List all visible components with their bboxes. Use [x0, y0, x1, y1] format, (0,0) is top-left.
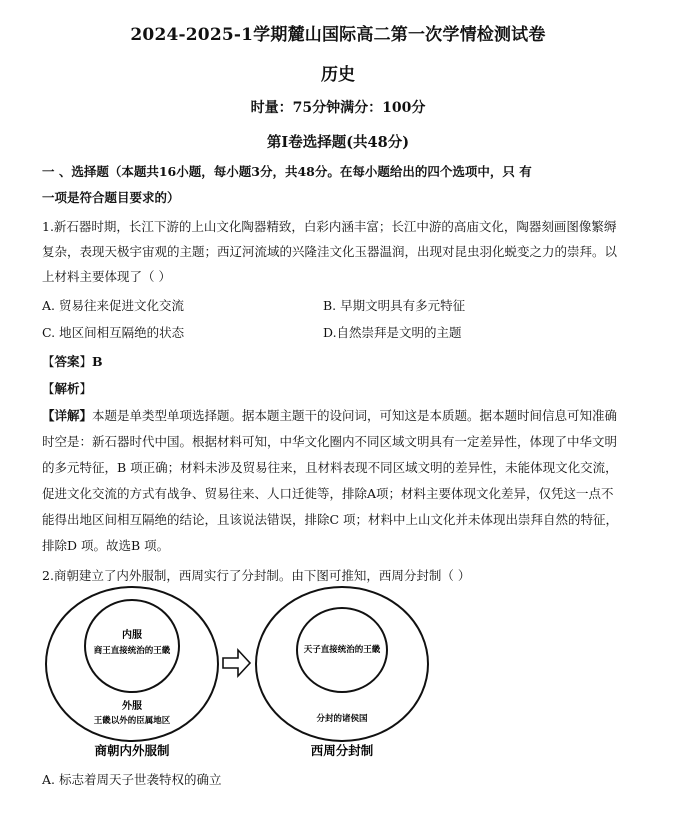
- q1-option-a: A. 贸易往来促进文化交流: [42, 298, 184, 313]
- left-caption: 商朝内外服制: [94, 743, 170, 758]
- q1-stem-line1: 1.新石器时期，长江下游的上山文化陶器精致，白彩内涵丰富；长江中游的高庙文化，陶器刻画图像繁缛: [42, 219, 617, 234]
- answer-tag: 答案: [54, 354, 80, 369]
- left-outer-sub: 王畿以外的臣属地区: [93, 716, 171, 726]
- q2-stem: 2.商朝建立了内外服制，西周实行了分封制。由下图可推知，西周分封制（ ）: [42, 568, 471, 583]
- q2-option-a: A. 标志着周天子世袭特权的确立: [42, 772, 222, 787]
- q1-detail-line4: 促进文化交流的方式有战争、贸易往来、人口迁徙等，排除A项；材料主要体现文化差异，仅凭这一点不: [42, 486, 614, 501]
- time-score-info: 时量：75分钟满分：100分: [250, 100, 426, 116]
- left-inner-sub: 商王直接统治的王畿: [93, 646, 171, 656]
- part-title: 第Ⅰ卷选择题(共48分): [266, 134, 410, 151]
- q1-analysis-heading: 【解析】: [42, 381, 93, 396]
- exam-title: 2024-2025-1学期麓山国际高二第一次学情检测试卷: [130, 25, 546, 45]
- q1-option-b: B. 早期文明具有多元特征: [323, 298, 466, 313]
- q1-detail-line5: 能得出地区间相互隔绝的结论，且该说法错误，排除C 项；材料中上山文化并未体现出崇拜自然的特征，: [42, 512, 619, 527]
- q2-figure: [40, 586, 450, 764]
- detail-tag: 详解: [54, 408, 80, 423]
- q1-option-d: D.自然崇拜是文明的主题: [323, 325, 462, 340]
- q1-detail-line2: 时空是：新石器时代中国。根据材料可知，中华文化圈内不同区域文明具有一定差异性，体现了中华文明: [42, 434, 618, 449]
- q1-stem-line3: 上材料主要体现了（ ）: [42, 269, 171, 284]
- left-outer-title: 外服: [122, 701, 142, 712]
- right-outer-label: 分封的诸侯国: [316, 714, 368, 724]
- right-caption: 西周分封制: [310, 743, 374, 758]
- q1-stem-line2: 复杂，表现天极宇宙观的主题；西辽河流域的兴隆洼文化玉器温润，出现对昆虫羽化蜕变之力的崇拜。以: [42, 244, 618, 259]
- q1-detail-line3: 的多元特征，B 项正确；材料未涉及贸易往来，且材料表现不同区域文明的差异性，未能体现文化交流，: [42, 460, 618, 475]
- right-arrow-icon: [223, 650, 250, 676]
- q1-option-c: C. 地区间相互隔绝的状态: [42, 325, 185, 340]
- left-inner-title: 内服: [122, 630, 142, 641]
- subject-title: 历史: [321, 65, 355, 85]
- section-instruction-line1: 一 、选择题（本题共16小题，每小题3分，共48分。在每小题给出的四个选项中，只 有: [42, 164, 532, 179]
- answer-value: B: [92, 354, 103, 369]
- right-inner-label: 天子直接统治的王畿: [303, 645, 381, 655]
- q1-answer: 【答案】B: [42, 354, 103, 369]
- q1-detail-line1: 【详解】本题是单类型单项选择题。据本题主题干的设问词，可知这是本质题。据本题时间信息可知准确: [42, 408, 618, 423]
- q1-detail-line6: 排除D 项。故选B 项。: [42, 538, 170, 553]
- analysis-tag: 解析: [54, 381, 80, 396]
- section-instruction-line2: 一项是符合题目要求的）: [42, 190, 180, 205]
